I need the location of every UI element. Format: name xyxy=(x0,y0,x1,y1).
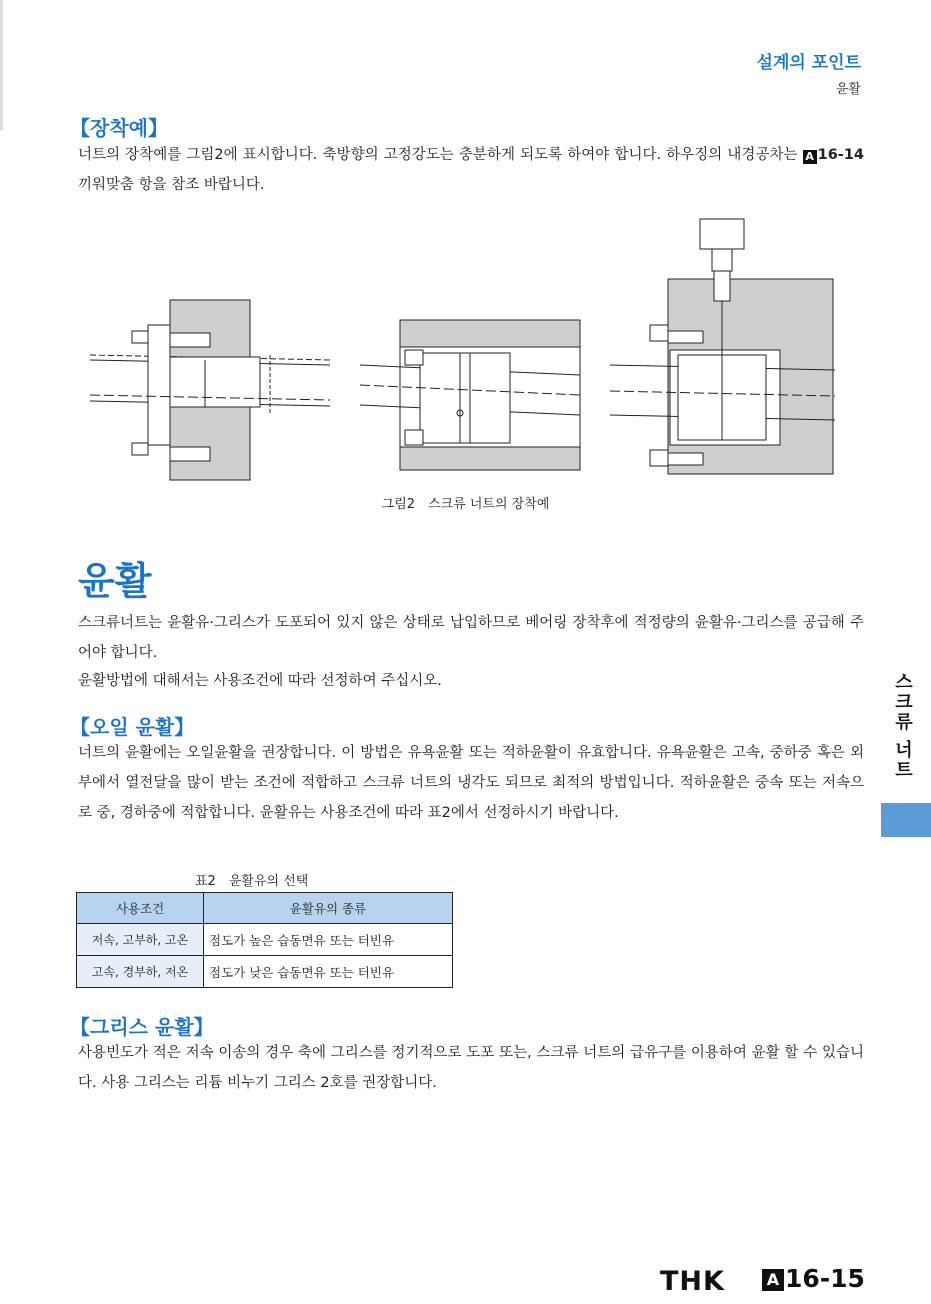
page-reference[interactable] xyxy=(803,147,864,163)
lubricant-table xyxy=(76,892,453,988)
page-num: 16-15 xyxy=(785,1264,865,1293)
figure-right-assembly xyxy=(610,219,835,474)
lube-paragraph-2: 윤활방법에 대해서는 사용조건에 따라 선정하여 주십시오. xyxy=(78,673,442,689)
grease-text: 사용빈도가 적은 저속 이송의 경우 축에 그리스를 정기적으로 도포 또는, 스크류 너트의 급유구를 이용하여 윤활 할 수 있습니다. 사용 그리스는 리튬 비누기 그리스 2호를 권장합니다. xyxy=(78,1045,864,1091)
thk-logo: THK xyxy=(660,1266,725,1297)
side-tab-label: 스크류 너트 xyxy=(892,672,913,781)
table-cell: 고속, 경부하, 저온 xyxy=(77,956,204,988)
table-row xyxy=(77,924,453,956)
mounting-figure xyxy=(60,215,870,505)
figure-caption: 그림2 스크류 너트의 장착예 xyxy=(381,497,550,512)
header-subtitle: 윤활 xyxy=(835,82,861,97)
ref-num: 16-14 xyxy=(817,147,864,163)
figure-middle-assembly xyxy=(360,320,580,470)
table-cell: 점도가 높은 습동면유 또는 터빈유 xyxy=(204,924,453,956)
table-caption: 표2 윤활유의 선택 xyxy=(195,874,309,889)
oil-heading: 【오일 윤활】 xyxy=(70,715,195,739)
header-title: 설계의 포인트 xyxy=(756,53,861,73)
oil-text: 너트의 윤활에는 오일윤활을 권장합니다. 이 방법은 유욕윤활 또는 적하윤활이 유효합니다. 유욕윤활은 고속, 중하중 혹은 외부에서 열전달을 많이 받는 조건에 적합하고 스크류 너트의 냉각도 되므로 최적의 방법입니다. 적하윤활은 중속 또는 저속으로 중, 경하중에 적합합니다. 윤활유는 사용조건에 따라 표2에서 선정하시기 바랍니다. xyxy=(78,745,864,821)
mount-text-b: 끼워맞춤 항을 참조 바랍니다. xyxy=(78,177,265,193)
table-header-row xyxy=(77,893,453,924)
mount-heading: 【장착예】 xyxy=(70,116,168,140)
page-number xyxy=(762,1264,865,1293)
table-cell: 점도가 낮은 습동면유 또는 터빈유 xyxy=(204,956,453,988)
lube-paragraph-1: 스크류너트는 윤활유·그리스가 도포되어 있지 않은 상태로 납입하므로 베어링 장착후에 적정량의 윤활유·그리스를 공급해 주어야 합니다. xyxy=(78,615,864,661)
mount-text xyxy=(78,140,864,200)
lube-title: 윤활 xyxy=(78,559,152,603)
table-header-oil-type: 윤활유의 종류 xyxy=(204,893,453,924)
mount-text-a: 너트의 장착예를 그림2에 표시합니다. 축방향의 고정강도는 충분하게 되도록 하여야 합니다. 하우징의 내경공차는 xyxy=(78,147,803,163)
ref-box: A xyxy=(803,150,817,164)
figure-left-assembly xyxy=(90,300,330,480)
table-cell: 저속, 고부하, 고온 xyxy=(77,924,204,956)
side-tab-marker[interactable] xyxy=(881,803,931,837)
table-header-condition: 사용조건 xyxy=(77,893,204,924)
left-margin-mark xyxy=(0,0,3,130)
table-row xyxy=(77,956,453,988)
page-box: A xyxy=(762,1269,784,1291)
grease-heading: 【그리스 윤활】 xyxy=(70,1015,214,1039)
